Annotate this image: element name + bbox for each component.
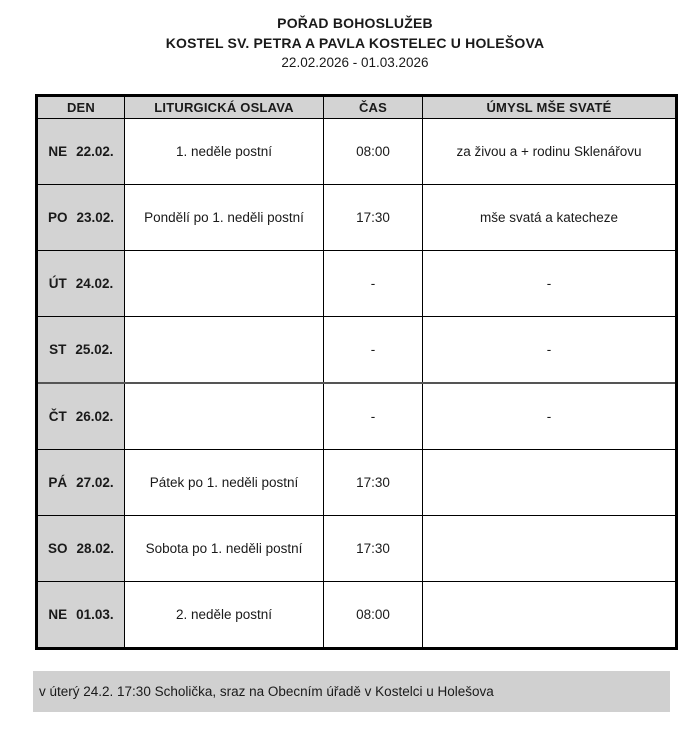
table-row: [37, 516, 677, 582]
day-abbr: NE: [48, 144, 68, 159]
day-date: 22.02.: [76, 144, 114, 159]
page-subtitle: KOSTEL SV. PETRA A PAVLA KOSTELEC U HOLEŠOVA: [165, 35, 545, 51]
time-cell: 17:30: [324, 450, 423, 516]
liturgy-cell: [125, 317, 324, 384]
liturgy-cell: [125, 251, 324, 317]
table-row: [37, 119, 677, 185]
table-row: [37, 317, 677, 384]
day-abbr: PÁ: [48, 475, 68, 490]
day-cell: [37, 450, 125, 516]
intention-cell: za živou a + rodinu Sklenářovu: [423, 119, 677, 185]
intention-cell: -: [423, 383, 677, 450]
column-header-intention: ÚMYSL MŠE SVATÉ: [423, 96, 677, 119]
day-abbr: PO: [47, 210, 68, 225]
day-date: 01.03.: [76, 607, 114, 622]
time-cell: -: [324, 383, 423, 450]
day-cell: [37, 582, 125, 649]
document-header: [35, 0, 675, 73]
day-cell: [37, 383, 125, 450]
table-row: [37, 450, 677, 516]
day-abbr: ÚT: [48, 276, 67, 291]
page-title: POŘAD BOHOSLUŽEB: [277, 15, 433, 31]
day-cell: [37, 317, 125, 384]
day-date: 27.02.: [76, 475, 114, 490]
day-abbr: ČT: [48, 409, 67, 424]
liturgy-cell: 2. neděle postní: [125, 582, 324, 649]
liturgy-cell: 1. neděle postní: [125, 119, 324, 185]
liturgy-cell: [125, 383, 324, 450]
table-row: [37, 383, 677, 450]
time-cell: 08:00: [324, 582, 423, 649]
day-date: 28.02.: [76, 541, 115, 556]
day-abbr: ST: [49, 342, 67, 357]
day-cell: [37, 516, 125, 582]
header-row: [37, 96, 677, 119]
time-cell: -: [324, 317, 423, 384]
column-header-liturgy: LITURGICKÁ OSLAVA: [125, 96, 324, 119]
day-cell: [37, 185, 125, 251]
column-header-time: ČAS: [324, 96, 423, 119]
liturgy-cell: Sobota po 1. neděli postní: [125, 516, 324, 582]
day-date: 25.02.: [75, 342, 113, 357]
intention-cell: [423, 582, 677, 649]
intention-cell: [423, 450, 677, 516]
footer-note-text: v úterý 24.2. 17:30 Scholička, sraz na Obecním úřadě v Kostelci u Holešova: [39, 684, 494, 699]
day-cell: [37, 251, 125, 317]
table-row: [37, 582, 677, 649]
date-range: 22.02.2026 - 01.03.2026: [281, 55, 429, 70]
intention-cell: -: [423, 317, 677, 384]
intention-cell: [423, 516, 677, 582]
day-cell: [37, 119, 125, 185]
day-abbr: NE: [48, 607, 68, 622]
day-abbr: SO: [47, 541, 68, 556]
day-date: 23.02.: [76, 210, 115, 225]
schedule-table: [35, 94, 678, 650]
liturgy-cell: Pondělí po 1. neděli postní: [125, 185, 324, 251]
day-date: 24.02.: [75, 276, 114, 291]
intention-cell: -: [423, 251, 677, 317]
table-row: [37, 251, 677, 317]
day-date: 26.02.: [75, 409, 114, 424]
time-cell: 17:30: [324, 185, 423, 251]
table-row: [37, 185, 677, 251]
liturgy-cell: Pátek po 1. neděli postní: [125, 450, 324, 516]
footer-note-bar: [33, 671, 670, 712]
time-cell: 08:00: [324, 119, 423, 185]
column-header-den: DEN: [37, 96, 125, 119]
time-cell: -: [324, 251, 423, 317]
intention-cell: mše svatá a katecheze: [423, 185, 677, 251]
time-cell: 17:30: [324, 516, 423, 582]
